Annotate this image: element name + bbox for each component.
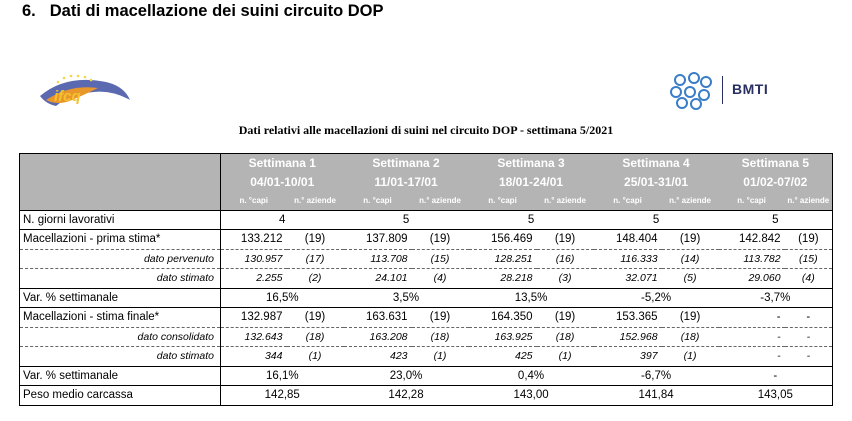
ifcq-logo	[36, 70, 132, 110]
capi-value: 28.218	[469, 269, 537, 289]
week-3-name: Settimana 3	[469, 154, 594, 173]
aziende-value: (4)	[785, 269, 833, 289]
peso-value: 142,85	[221, 386, 344, 406]
logo-divider	[722, 76, 723, 104]
header-row-week-names	[20, 154, 833, 173]
capi-value: 29.060	[719, 269, 785, 289]
row-label: dato consolidato	[20, 327, 221, 347]
aziende-value: (17)	[287, 249, 344, 269]
section-number: 6.	[22, 2, 36, 20]
svg-text:ifcq: ifcq	[54, 88, 81, 105]
aziende-value: (3)	[537, 269, 594, 289]
var-value: 16,1%	[221, 366, 344, 386]
aziende-value: -	[785, 327, 833, 347]
var-value: 16,5%	[221, 288, 344, 308]
section-heading	[22, 2, 384, 21]
capi-value: 163.208	[344, 327, 412, 347]
table-row-peso-medio	[20, 386, 833, 406]
var-value: -3,7%	[719, 288, 833, 308]
aziende-value: (18)	[287, 327, 344, 347]
var-value: 0,4%	[469, 366, 594, 386]
section-title: Dati di macellazione dei suini circuito DOP	[49, 2, 384, 20]
aziende-value: (5)	[662, 269, 719, 289]
capi-value: 153.365	[594, 308, 662, 328]
capi-value: 133.212	[221, 230, 287, 250]
aziende-header: n.° aziende	[662, 191, 719, 210]
header-row-week-ranges	[20, 173, 833, 192]
capi-value: -	[719, 308, 785, 328]
aziende-value: -	[785, 347, 833, 367]
capi-value: 425	[469, 347, 537, 367]
week-2-range: 11/01-17/01	[344, 173, 469, 192]
aziende-value: (19)	[662, 230, 719, 250]
var-value: 3,5%	[344, 288, 469, 308]
capi-value: 132.987	[221, 308, 287, 328]
week-1-name: Settimana 1	[221, 154, 344, 173]
capi-value: 148.404	[594, 230, 662, 250]
capi-value: 344	[221, 347, 287, 367]
capi-header: n. °capi	[594, 191, 662, 210]
giorni-value: 5	[594, 210, 719, 230]
aziende-value: (19)	[537, 308, 594, 328]
aziende-value: (15)	[785, 249, 833, 269]
week-3-range: 18/01-24/01	[469, 173, 594, 192]
aziende-value: (19)	[287, 230, 344, 250]
table-row-giorni	[20, 210, 833, 230]
row-label: dato pervenuto	[20, 249, 221, 269]
row-label: Var. % settimanale	[20, 366, 221, 386]
capi-header: n. °capi	[469, 191, 537, 210]
capi-value: 164.350	[469, 308, 537, 328]
capi-value: 423	[344, 347, 412, 367]
capi-value: 113.782	[719, 249, 785, 269]
var-value: -	[719, 366, 833, 386]
table-row-dato-pervenuto	[20, 249, 833, 269]
week-1-range: 04/01-10/01	[221, 173, 344, 192]
var-value: 13,5%	[469, 288, 594, 308]
peso-value: 141,84	[594, 386, 719, 406]
aziende-value: (18)	[662, 327, 719, 347]
week-5-name: Settimana 5	[719, 154, 833, 173]
aziende-value: (4)	[412, 269, 469, 289]
table-row-prima-stima	[20, 230, 833, 250]
var-value: 23,0%	[344, 366, 469, 386]
week-4-range: 25/01-31/01	[594, 173, 719, 192]
capi-value: 163.631	[344, 308, 412, 328]
header-row-units	[20, 191, 833, 210]
aziende-value: (1)	[412, 347, 469, 367]
row-label: Macellazioni - stima finale*	[20, 308, 221, 328]
aziende-value: (1)	[662, 347, 719, 367]
capi-value: 142.842	[719, 230, 785, 250]
capi-value: -	[719, 327, 785, 347]
aziende-value: (19)	[287, 308, 344, 328]
capi-header: n. °capi	[344, 191, 412, 210]
capi-value: 132.643	[221, 327, 287, 347]
table-row-dato-stimato	[20, 347, 833, 367]
aziende-value: -	[785, 308, 833, 328]
capi-header: n. °capi	[221, 191, 287, 210]
aziende-value: (15)	[412, 249, 469, 269]
week-2-name: Settimana 2	[344, 154, 469, 173]
week-5-range: 01/02-07/02	[719, 173, 833, 192]
week-4-name: Settimana 4	[594, 154, 719, 173]
aziende-value: (19)	[537, 230, 594, 250]
bmti-wordmark: BMTI	[732, 81, 769, 97]
peso-value: 143,05	[719, 386, 833, 406]
aziende-value: (1)	[537, 347, 594, 367]
aziende-value: (19)	[785, 230, 833, 250]
aziende-value: (2)	[287, 269, 344, 289]
aziende-value: (18)	[537, 327, 594, 347]
aziende-header: n.° aziende	[785, 191, 833, 210]
giorni-value: 5	[469, 210, 594, 230]
row-label: N. giorni lavorativi	[20, 210, 221, 230]
capi-value: 113.708	[344, 249, 412, 269]
capi-value: 24.101	[344, 269, 412, 289]
aziende-value: (19)	[412, 230, 469, 250]
aziende-header: n.° aziende	[537, 191, 594, 210]
bmti-logo	[668, 70, 788, 110]
aziende-header: n.° aziende	[287, 191, 344, 210]
aziende-value: (19)	[412, 308, 469, 328]
giorni-value: 5	[344, 210, 469, 230]
giorni-value: 5	[719, 210, 833, 230]
table-row-stima-finale	[20, 308, 833, 328]
table-row-var-settimanale	[20, 288, 833, 308]
capi-header: n. °capi	[719, 191, 785, 210]
capi-value: 156.469	[469, 230, 537, 250]
giorni-value: 4	[221, 210, 344, 230]
capi-value: -	[719, 347, 785, 367]
aziende-header: n.° aziende	[412, 191, 469, 210]
row-label: Peso medio carcassa	[20, 386, 221, 406]
peso-value: 142,28	[344, 386, 469, 406]
var-value: -5,2%	[594, 288, 719, 308]
capi-value: 32.071	[594, 269, 662, 289]
peso-value: 143,00	[469, 386, 594, 406]
aziende-value: (1)	[287, 347, 344, 367]
aziende-value: (19)	[662, 308, 719, 328]
row-label: Macellazioni - prima stima*	[20, 230, 221, 250]
aziende-value: (14)	[662, 249, 719, 269]
capi-value: 137.809	[344, 230, 412, 250]
table-title: Dati relativi alle macellazioni di suini nel circuito DOP - settimana 5/2021	[238, 123, 614, 137]
capi-value: 163.925	[469, 327, 537, 347]
slaughter-data-table	[19, 153, 833, 406]
capi-value: 397	[594, 347, 662, 367]
table-row-dato-stimato	[20, 269, 833, 289]
row-label: dato stimato	[20, 269, 221, 289]
table-row-dato-consolidato	[20, 327, 833, 347]
aziende-value: (16)	[537, 249, 594, 269]
row-label: Var. % settimanale	[20, 288, 221, 308]
capi-value: 2.255	[221, 269, 287, 289]
header-corner	[20, 154, 221, 173]
var-value: -6,7%	[594, 366, 719, 386]
row-label: dato stimato	[20, 347, 221, 367]
capi-value: 116.333	[594, 249, 662, 269]
capi-value: 130.957	[221, 249, 287, 269]
capi-value: 128.251	[469, 249, 537, 269]
aziende-value: (18)	[412, 327, 469, 347]
capi-value: 152.968	[594, 327, 662, 347]
table-row-var-settimanale	[20, 366, 833, 386]
